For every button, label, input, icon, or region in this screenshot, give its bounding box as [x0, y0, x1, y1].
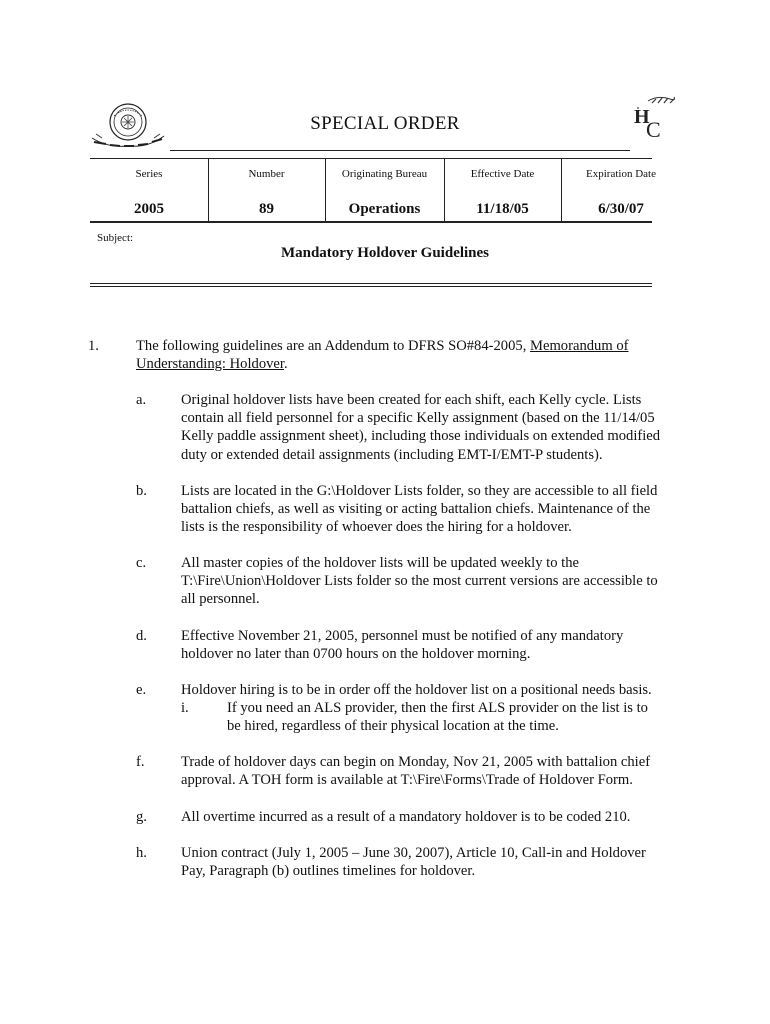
sub-item-text	[181, 391, 701, 464]
sub-item-marker: a.	[136, 392, 147, 408]
item-1-text	[136, 337, 676, 373]
table-top-border	[90, 158, 652, 159]
nested-item-text	[227, 699, 707, 735]
subject-separator-top	[90, 283, 652, 284]
col-value-expiration: 6/30/07	[598, 201, 644, 217]
sub-item-line: all personnel.	[181, 591, 260, 608]
sub-item-line: duty or extended detail assignments (including EMT-I/EMT-P students).	[181, 446, 603, 463]
sub-item-marker: e.	[136, 682, 147, 698]
col-value-bureau: Operations	[348, 201, 421, 217]
sub-item-line: Trade of holdover days can begin on Monday, Nov 21, 2005 with battalion chief	[181, 754, 651, 770]
col-value-series: 2005	[134, 201, 164, 217]
sub-item-text	[181, 753, 701, 789]
item-1-line	[136, 355, 676, 373]
item-1-suffix: .	[283, 356, 288, 373]
sub-item-text	[181, 808, 701, 826]
sub-item-line: Original holdover lists have been created for each shift, each Kelly cycle. Lists	[181, 392, 642, 408]
sub-item-marker: g.	[136, 809, 147, 825]
item-1-prefix: The following guidelines are an Addendum to DFRS SO#84-2005,	[136, 338, 530, 354]
table-bottom-border	[90, 221, 652, 223]
page-title: SPECIAL ORDER	[310, 113, 460, 134]
col-label-effective: Effective Date	[470, 168, 535, 180]
item-number: 1.	[88, 338, 99, 354]
col-value-effective: 11/18/05	[476, 201, 529, 217]
subject-label: Subject:	[97, 232, 134, 244]
sub-item-marker: h.	[136, 845, 147, 861]
subject-text: Mandatory Holdover Guidelines	[280, 245, 490, 261]
sub-item-text	[181, 482, 701, 537]
nested-item-line: be hired, regardless of their physical location at the time.	[227, 718, 559, 735]
sub-item-line: Kelly paddle assignment sheet), including those individuals on extended modified	[181, 428, 661, 445]
svg-text:C: C	[646, 117, 661, 141]
sub-item-marker: b.	[136, 483, 147, 499]
sub-item-line: Effective November 21, 2005, personnel must be notified of any mandatory	[181, 628, 624, 644]
title-underline	[170, 150, 630, 151]
sub-item-line: All master copies of the holdover lists will be updated weekly to the	[181, 555, 579, 571]
nested-item-line: If you need an ALS provider, then the first ALS provider on the list is to	[227, 700, 648, 717]
sub-item-line: battalion chiefs, as well as visiting or acting battalion chiefs. Maintenance of the	[181, 501, 651, 518]
sub-item-text	[181, 844, 701, 880]
sub-item-marker: c.	[136, 555, 147, 571]
sub-item-text	[181, 627, 701, 663]
item-1-line	[136, 337, 676, 355]
sub-item-line: All overtime incurred as a result of a mandatory holdover is to be coded 210.	[181, 809, 631, 825]
memorandum-link-part2[interactable]: Understanding: Holdover	[136, 356, 284, 373]
memorandum-link-part1[interactable]: Memorandum of	[530, 338, 629, 354]
nested-item-marker: i.	[181, 700, 189, 717]
sub-item-text	[181, 681, 701, 699]
sub-item-marker: d.	[136, 628, 147, 644]
sub-item-line: Lists are located in the G:\Holdover Lists folder, so they are accessible to all field	[181, 483, 658, 499]
sub-item-line: approval. A TOH form is available at T:\Fire\Forms\Trade of Holdover Form.	[181, 772, 633, 789]
sub-item-line: holdover no later than 0700 hours on the holdover morning.	[181, 646, 531, 663]
subject-separator-bottom	[90, 286, 652, 287]
sub-item-line: Union contract (July 1, 2005 – June 30, 2007), Article 10, Call-in and Holdover	[181, 845, 646, 861]
col-label-bureau: Originating Bureau	[341, 168, 428, 180]
col-label-series: Series	[135, 168, 163, 180]
sub-item-marker: f.	[136, 754, 145, 770]
sub-item-line: contain all field personnel for a specific Kelly assignment (based on the 11/14/05	[181, 410, 655, 427]
sub-item-line: lists is the responsibility of whoever does the hiring for a holdover.	[181, 519, 572, 536]
sub-item-line: Holdover hiring is to be in order off the holdover list on a positional needs basis.	[181, 682, 652, 698]
col-value-number: 89	[259, 201, 274, 217]
col-label-expiration: Expiration Date	[586, 168, 656, 180]
col-label-number: Number	[248, 168, 285, 180]
sub-item-line: Pay, Paragraph (b) outlines timelines for holdover.	[181, 863, 476, 880]
sub-item-line: T:\Fire\Union\Holdover Lists folder so the most current versions are accessible to	[181, 573, 658, 590]
sub-item-text	[181, 554, 701, 609]
svg-text:H: H	[634, 106, 650, 128]
